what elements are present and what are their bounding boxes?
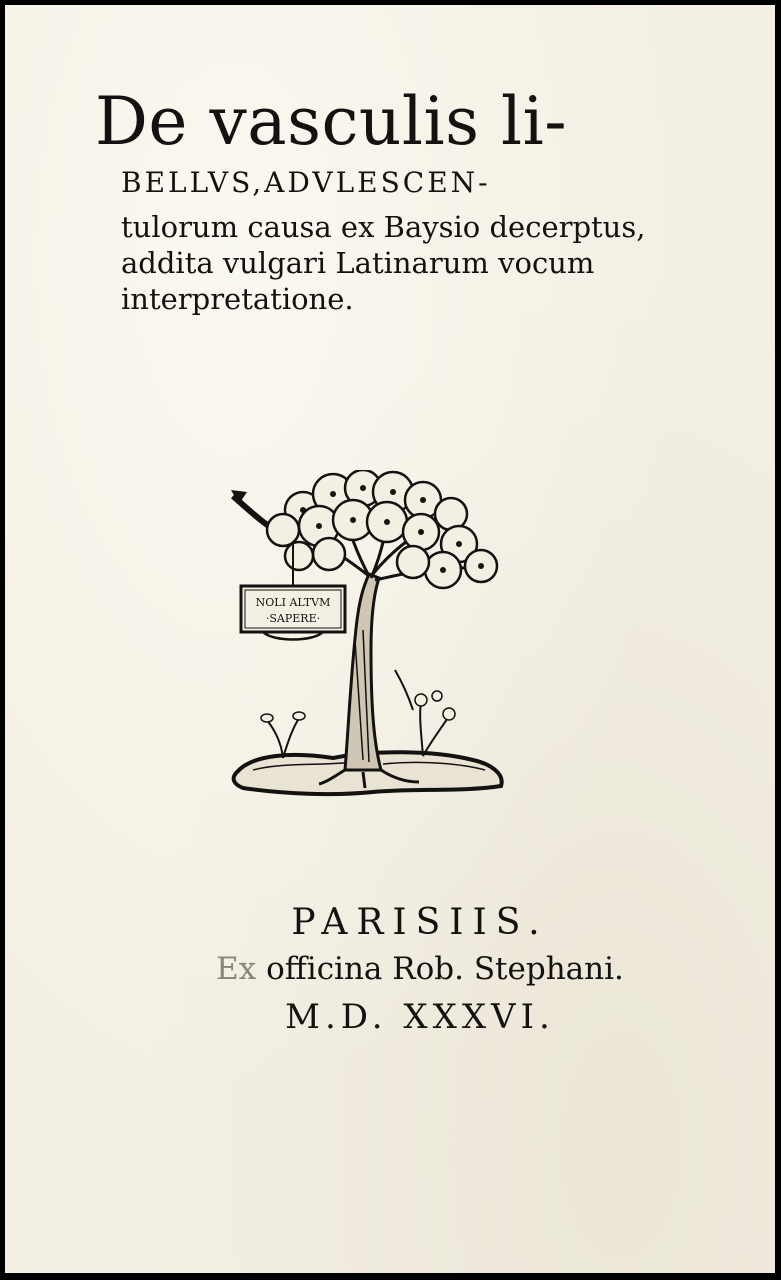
printer-mark bbox=[223, 470, 513, 805]
title-line-5: interpretatione. bbox=[121, 282, 354, 316]
imprint bbox=[5, 900, 775, 1042]
title-page bbox=[5, 5, 775, 1273]
imprint-printer bbox=[65, 946, 775, 992]
imprint-city: PARISIIS. bbox=[291, 902, 549, 943]
motto-line-2: ·SAPERE· bbox=[265, 612, 321, 625]
motto-line-1: NOLI ALTVM bbox=[255, 596, 331, 609]
title-line-3: tulorum causa ex Baysio decerptus, bbox=[121, 210, 646, 244]
imprint-date: M.D. XXXVI. bbox=[285, 997, 555, 1037]
title-line-4: addita vulgari Latinarum vocum bbox=[121, 246, 595, 280]
title-line-2: BELLVS,ADVLESCEN- bbox=[121, 166, 491, 199]
title-line-1: De vasculis li- bbox=[95, 83, 568, 160]
title-block bbox=[93, 83, 653, 317]
imprint-printer-name: officina Rob. Stephani. bbox=[256, 951, 624, 987]
tree-with-banderole-icon bbox=[223, 470, 513, 805]
imprint-printer-prefix: Ex bbox=[216, 951, 257, 987]
